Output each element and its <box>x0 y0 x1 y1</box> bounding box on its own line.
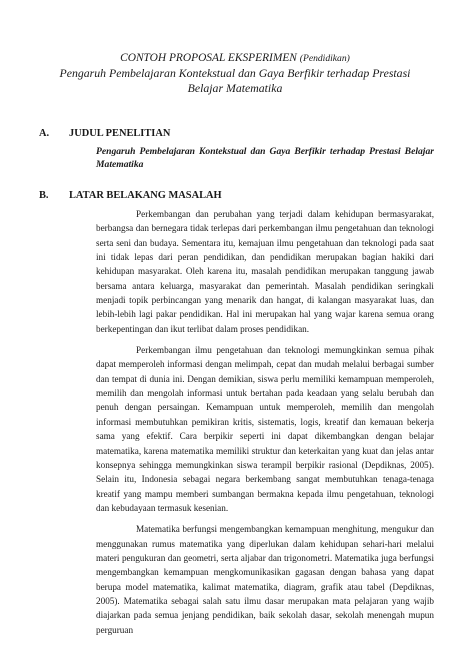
document-subtitle: Pengaruh Pembelajaran Kontekstual dan Gaya Berfikir terhadap Prestasi Belajar Matematika <box>59 66 411 95</box>
paragraph-2: Perkembangan ilmu pengetahuan dan teknologi memungkinkan semua pihak dapat memperoleh informasi dengan melimpah, cepat dan mudah melalui berbagai sumber dan tempat di dunia ini. Dengan demikian, siswa perlu memiliki kemampuan memperoleh, memilih dan mengolah informasi untuk bertahan pada keadaan yang selalu berubah dan penuh dengan persaingan. Kemampuan untuk memperoleh, memilih dan mengolah informasi membutuhkan pemikiran kritis, sistematis, logis, kreatif dan kemauan bekerja sama yang efektif. Cara berpikir seperti ini dapat dikembangkan dengan belajar matematika, karena matematika memiliki struktur dan keterkaitan yang kuat dan jelas antar konsepnya sehingga memungkinkan siswa terampil berpikir rasional (Depdiknas, 2005). Selain itu, Indonesia sebagai negara berkembang sangat membutuhkan tenaga-tenaga kreatif yang mampu memberi sumbangan bermakna kepada ilmu pengetahuan, teknologi dan kebudayaan termasuk kesenian. <box>96 345 434 513</box>
section-b-heading <box>36 190 434 201</box>
section-a-heading <box>36 128 434 139</box>
section-a-title: JUDUL PENELITIAN <box>69 128 171 139</box>
document-title-main: CONTOH PROPOSAL EKSPERIMEN <box>120 52 297 64</box>
paragraph-3: Matematika berfungsi mengembangkan kemampuan menghitung, mengukur dan menggunakan rumus matematika yang diperlukan dalam kehidupan sehari-hari melalui materi pengukuran dan geometri, serta aljabar dan trigonometri. Matematika juga berfungsi mengembangkan kemampuan mengkomunikasikan gagasan dengan bahasa yang dapat berupa model matematika, kalimat matematika, diagram, grafik atau tabel (Depdiknas, 2005). Matematika sebagai salah satu ilmu dasar merupakan mata pelajaran yang wajib diajarkan pada semua jenjang pendidikan, baik sekolah dasar, sekolah menengah mupun perguruan <box>96 524 434 635</box>
paragraph-1: Perkembangan dan perubahan yang terjadi dalam kehidupan bermasyarakat, berbangsa dan bernegara tidak terlepas dari perkembangan ilmu pengetahuan dan teknologi serta seni dan budaya. Sementara itu, kemajuan ilmu pengetahuan dan teknologi pada saat ini tidak lepas dari peran pendidikan, dan pendidikan merupakan bagian hakiki dari kehidupan masyarakat. Oleh karena itu, masalah pendidikan merupakan tanggung jawab bersama antara keluarga, masyarakat dan pemerintah. Masalah pendidikan seringkali menjadi topik perbincangan yang menarik dan hangat, di kalangan masyarakat luas, dan lebih-lebih lagi pakar pendidikan. Hal ini merupakan hal yang wajar karena semua orang berkepentingan dan ikut terlibat dalam proses pendidikan. <box>96 209 434 334</box>
research-title: Pengaruh Pembelajaran Kontekstual dan Gaya Berfikir terhadap Prestasi Belajar Matematika <box>96 146 434 170</box>
document-title-sub: (Pendidikan) <box>299 53 350 64</box>
document-title <box>36 52 434 64</box>
section-a-number: A. <box>39 128 50 139</box>
section-b-title: LATAR BELAKANG MASALAH <box>69 190 222 201</box>
title-block <box>36 52 434 96</box>
section-b-number: B. <box>39 190 49 201</box>
